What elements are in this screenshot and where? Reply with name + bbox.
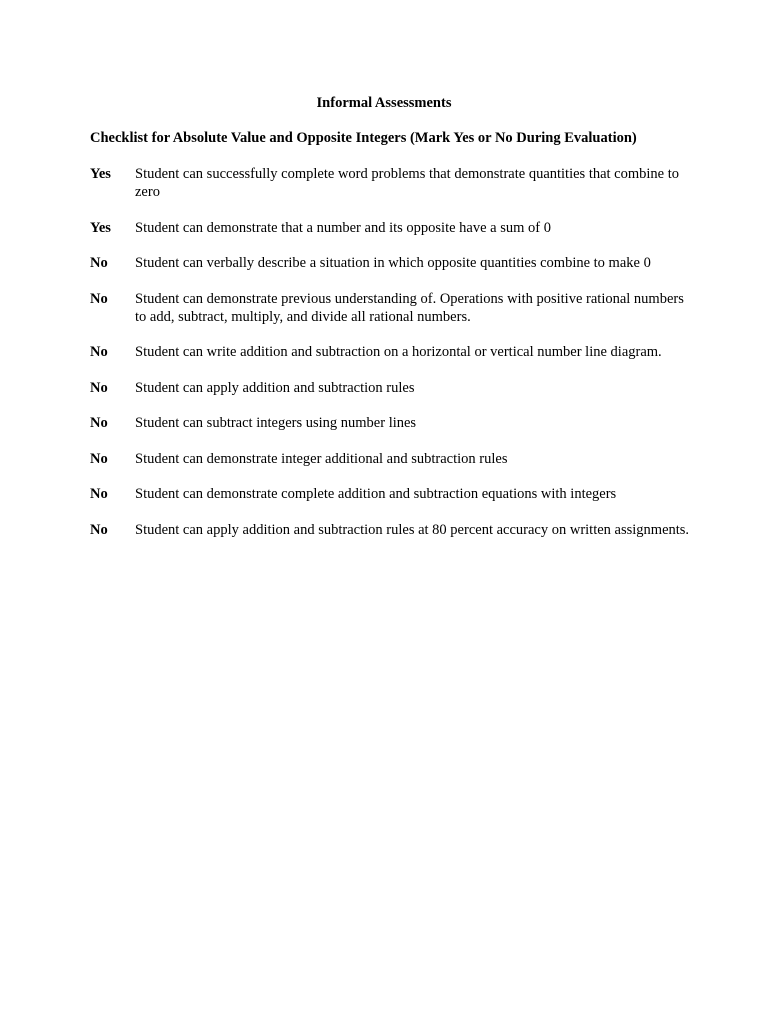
checklist-item-text: Student can apply addition and subtraction rules bbox=[135, 379, 415, 396]
checklist-item-text: Student can write addition and subtraction on a horizontal or vertical number line diagram. bbox=[135, 344, 662, 360]
checklist-item bbox=[90, 521, 690, 539]
checklist-item-text: Student can verbally describe a situation in which opposite quantities combine to make 0 bbox=[135, 255, 651, 271]
checklist-item-mark: Yes bbox=[90, 166, 111, 182]
checklist-item-text: Student can successfully complete word problems that demonstrate quantities that combine to zero bbox=[135, 166, 680, 200]
checklist-item-mark: No bbox=[90, 486, 108, 502]
checklist-item-text: Student can demonstrate that a number and its opposite have a sum of 0 bbox=[135, 219, 551, 236]
checklist-item-mark: Yes bbox=[90, 219, 111, 236]
checklist-item-mark: No bbox=[90, 255, 108, 271]
checklist-item bbox=[90, 414, 690, 432]
checklist-item bbox=[90, 485, 690, 503]
checklist-item bbox=[90, 219, 690, 237]
checklist-item-mark: No bbox=[90, 521, 108, 538]
checklist-item-text: Student can demonstrate complete addition and subtraction equations with integers bbox=[135, 486, 617, 502]
checklist-item-text: Student can apply addition and subtraction rules at 80 percent accuracy on written assignments. bbox=[135, 521, 690, 538]
checklist-item-mark: No bbox=[90, 290, 108, 307]
checklist-item bbox=[90, 379, 690, 397]
checklist-heading: Checklist for Absolute Value and Opposite Integers (Mark Yes or No During Evaluation) bbox=[90, 130, 637, 146]
checklist-item-mark: No bbox=[90, 379, 108, 396]
checklist-item bbox=[90, 343, 690, 361]
checklist-item bbox=[90, 450, 690, 468]
checklist-item-text: Student can demonstrate integer additional and subtraction rules bbox=[135, 450, 508, 467]
checklist-item bbox=[90, 254, 690, 272]
assessment-checklist bbox=[90, 165, 690, 556]
checklist-item bbox=[90, 290, 690, 326]
checklist-item-mark: No bbox=[90, 450, 108, 467]
checklist-item bbox=[90, 165, 690, 201]
checklist-item-mark: No bbox=[90, 344, 108, 360]
document-title: Informal Assessments bbox=[316, 95, 452, 111]
checklist-item-text: Student can subtract integers using number lines bbox=[135, 415, 417, 431]
checklist-item-text: Student can demonstrate previous understanding of. Operations with positive rational numbers to add, subtract, multiply, and divide all rational numbers. bbox=[135, 290, 684, 325]
checklist-item-mark: No bbox=[90, 415, 108, 431]
